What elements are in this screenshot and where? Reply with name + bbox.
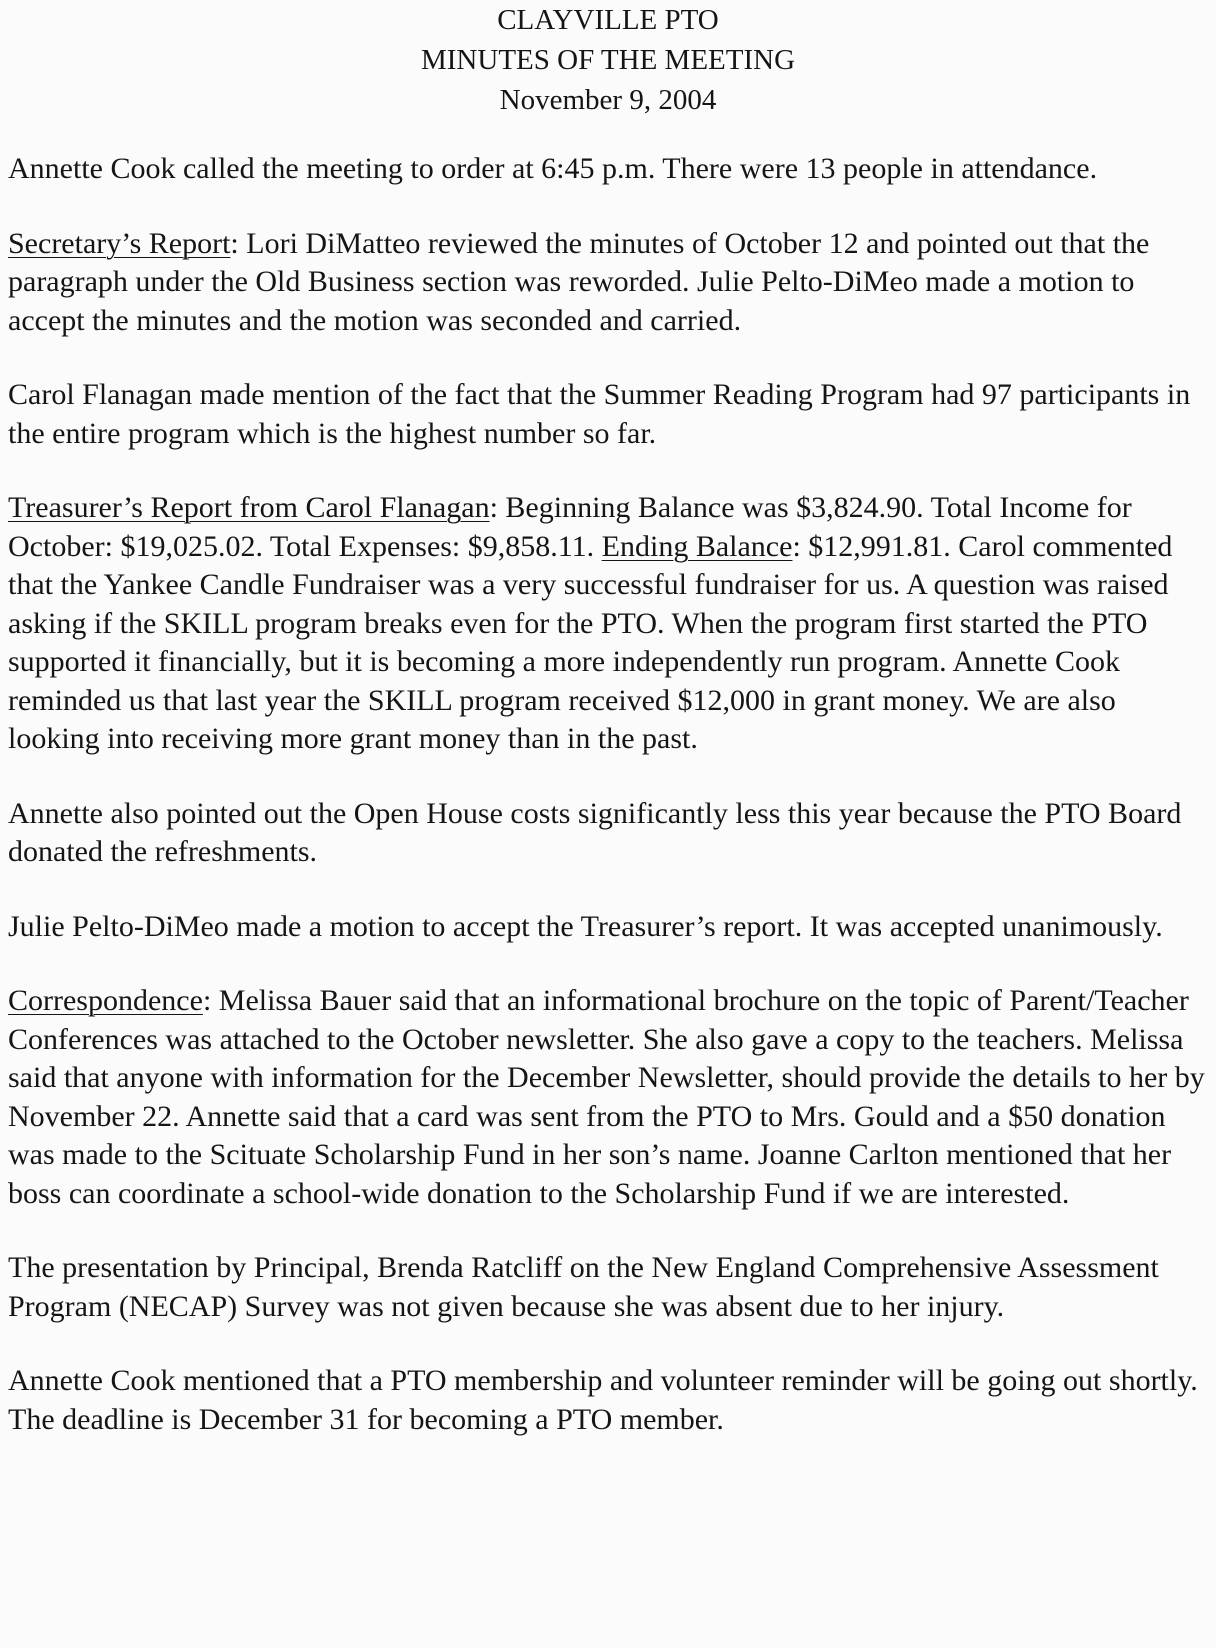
call-to-order-paragraph: Annette Cook called the meeting to order at 6:45 p.m. There were 13 people in attendance. [8,152,1098,185]
secretary-report-paragraph [8,225,1208,341]
presentation-paragraph: The presentation by Principal, Brenda Ratcliff on the New England Comprehensive Assessment Program (NECAP) Survey was not given because she was absent due to her injury. [8,1251,1159,1323]
secretary-report-heading: Secretary’s Report [8,226,231,260]
correspondence-heading: Correspondence [8,984,203,1017]
summer-reading-paragraph: Carol Flanagan made mention of the fact that the Summer Reading Program had 97 participants in the entire program which is the highest number so far. [8,378,1191,450]
treasurer-report-paragraph [8,489,1208,759]
meeting-date: November 9, 2004 [499,84,717,116]
treasurer-report-text-1: : Beginning Balance was $3,824.90. Total Income for October: $19,025.02. Total Expenses: $9,858.11. [8,491,1132,563]
correspondence-text: : Melissa Bauer said that an informational brochure on the topic of Parent/Teacher Conferences was attached to the October newsletter. She also gave a copy to the teachers. Melissa said that anyone with information for the December Newsletter, should provide the details to her by November 22. Annette said that a card was sent from the PTO to Mrs. Gould and a $50 donation was made to the Scituate Scholarship Fund in her son’s name. Joanne Carlton mentioned that her boss can coordinate a school-wide donation to the Scholarship Fund if we are interested. [8,984,1205,1210]
treasurer-report-heading: Treasurer’s Report from Carol Flanagan [8,491,490,524]
open-house-paragraph: Annette also pointed out the Open House costs significantly less this year because the PTO Board donated the refreshments. [8,796,1182,868]
document-header [0,0,1216,120]
organization-name: CLAYVILLE PTO [497,4,719,36]
secretary-report-text: : Lori DiMatteo reviewed the minutes of October 12 and pointed out that the paragraph under the Old Business section was reworded. Julie Pelto-DiMeo made a motion to accept the minutes and the motion was seconded and carried. [8,226,1150,337]
membership-paragraph: Annette Cook mentioned that a PTO membership and volunteer reminder will be going out shortly. The deadline is December 31 for becoming a PTO member. [8,1364,1198,1436]
document-title: MINUTES OF THE MEETING [420,44,796,76]
ending-balance-label: Ending Balance [601,529,793,563]
treasurer-report-text-2: : $12,991.81. Carol commented that the Yankee Candle Fundraiser was a very successful fundraiser for us. A question was raised asking if the SKILL program breaks even for the PTO. When the program first started the PTO supported it financially, but it is becoming a more independently run program. Annette Cook reminded us that last year the SKILL program received $12,000 in grant money. We are also looking into receiving more grant money than in the past. [8,529,1173,755]
treasurer-motion-paragraph: Julie Pelto-DiMeo made a motion to accept the Treasurer’s report. It was accepted unanimously. [8,909,1163,943]
correspondence-paragraph [8,982,1208,1213]
minutes-body [8,150,1208,1475]
